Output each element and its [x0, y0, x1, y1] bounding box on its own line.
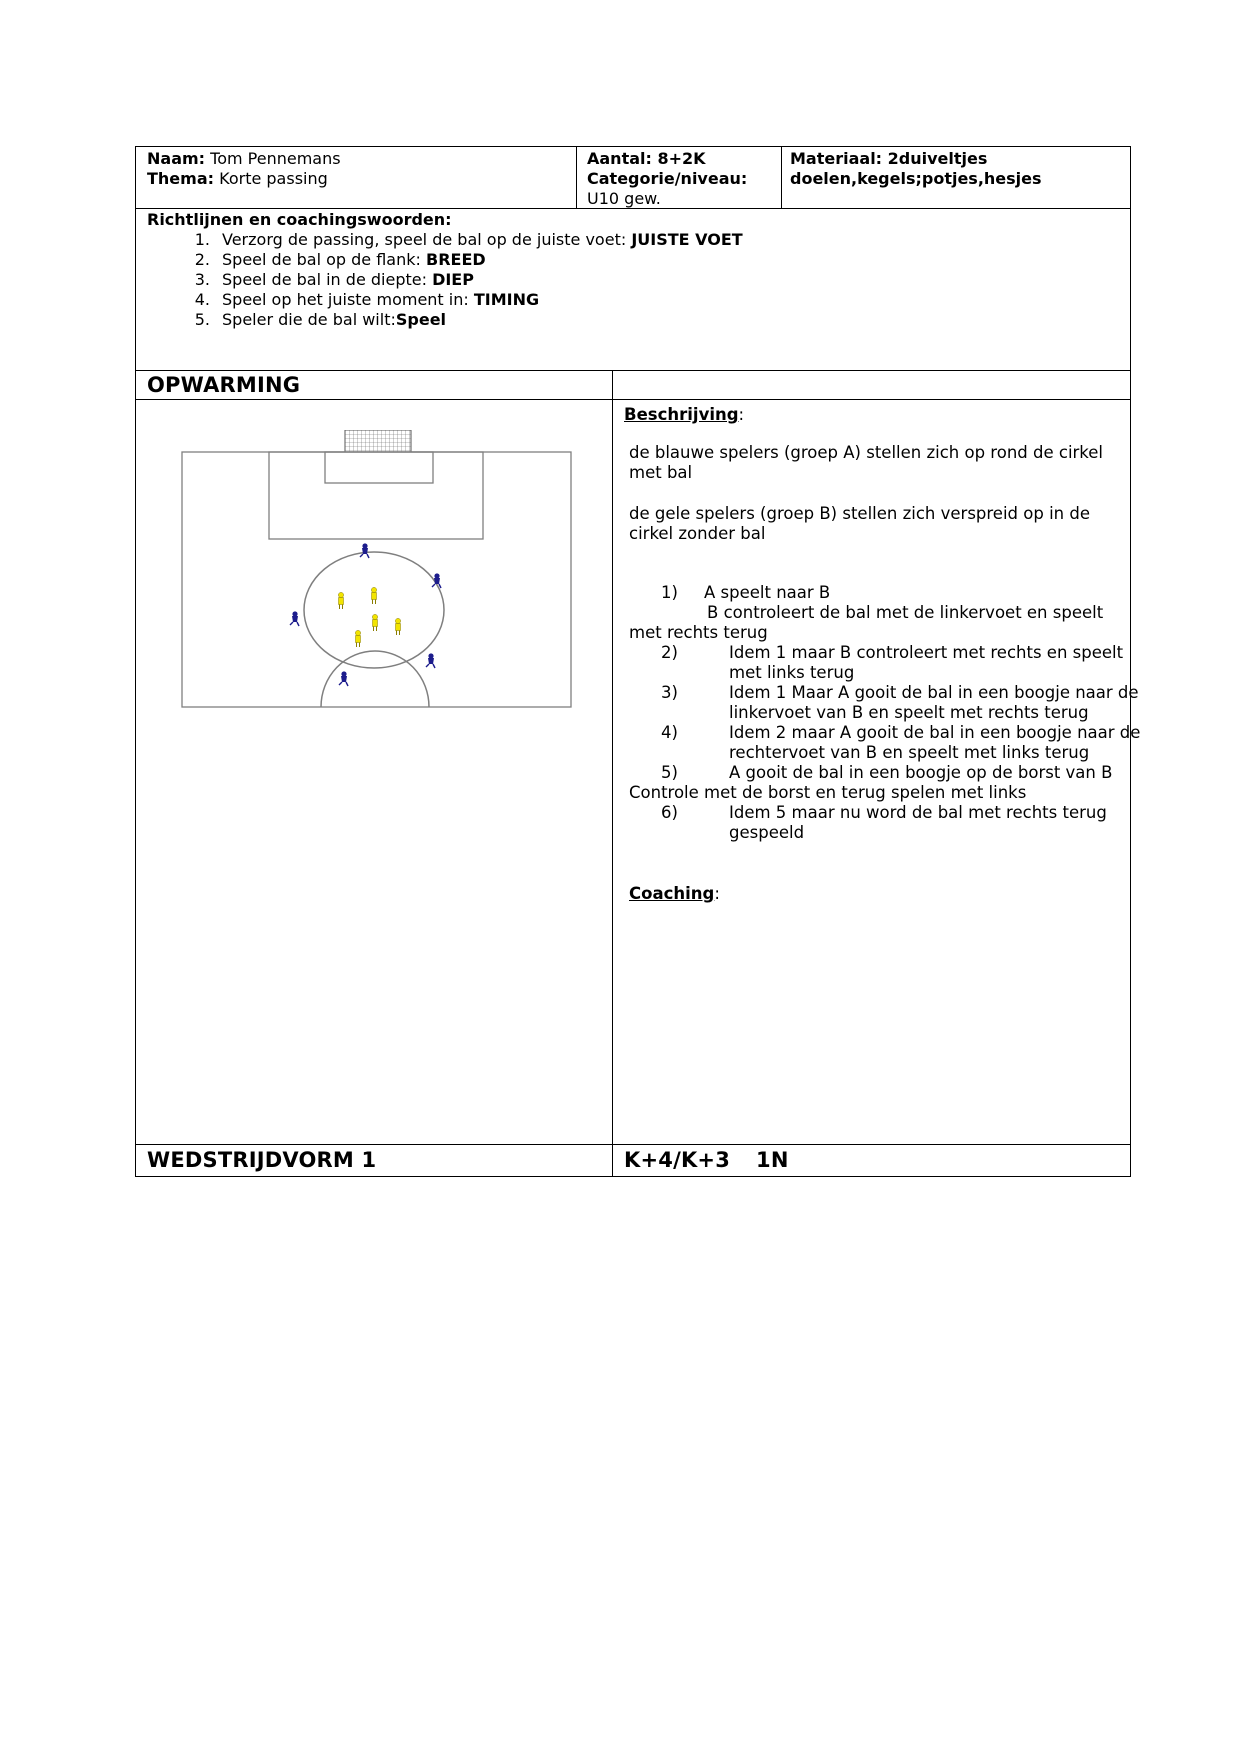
step-text: Idem 5 maar nu word de bal met rechts terug: [729, 803, 1107, 822]
divider: [136, 370, 1130, 371]
description-panel: [613, 400, 1141, 1144]
aantal-label: Aantal: 8+2K: [587, 149, 706, 168]
step-text: Idem 1 maar B controleert met rechts en speelt: [729, 643, 1124, 662]
categorie-label: Categorie/niveau:: [587, 169, 748, 188]
list-item: [180, 250, 486, 270]
step-text: A gooit de bal in een boogje op de borst van B: [729, 763, 1113, 782]
beschrijving-heading: Beschrijving:: [624, 405, 745, 424]
opwarming-title: OPWARMING: [147, 373, 301, 397]
item-keyword: BREED: [426, 250, 486, 269]
item-text: Speel de bal in de diepte:: [222, 270, 433, 289]
item-number: 3.: [194, 270, 210, 289]
pitch-outline: [182, 452, 571, 707]
step-text: gespeeld: [729, 823, 805, 842]
intro-line: met bal: [629, 463, 693, 482]
item-text: Speel de bal op de flank:: [222, 250, 426, 269]
step-item: [661, 583, 831, 603]
item-text: Speler die de bal wilt:: [222, 310, 396, 329]
intro-line: de blauwe spelers (groep A) stellen zich op rond de cirkel: [629, 443, 1104, 462]
coaching-heading: Coaching:: [629, 884, 720, 903]
format-text: K+4/K+3: [624, 1148, 731, 1172]
item-text: Verzorg de passing, speel de bal op de juiste voet:: [222, 230, 632, 249]
item-number: 2.: [194, 250, 210, 269]
naam-thema-cell: [147, 149, 341, 189]
wedstrijdvorm-title: WEDSTRIJDVORM 1: [147, 1148, 377, 1172]
wedstrijdvorm-format: [624, 1148, 789, 1172]
materiaal-cell: [790, 149, 1042, 189]
item-number: 4.: [194, 290, 210, 309]
step-item: B controleert de bal met de linkervoet en speelt: [707, 603, 1104, 622]
divider: [136, 1144, 1130, 1145]
step-text: met links terug: [729, 663, 855, 682]
step-item: Controle met de borst en terug spelen met links: [629, 783, 1027, 802]
item-keyword: DIEP: [432, 270, 474, 289]
step-number: 3): [661, 683, 678, 702]
step-text: Idem 2 maar A gooit de bal in een boogje naar de: [729, 723, 1141, 742]
step-text: A speelt naar B: [704, 583, 831, 602]
step-number: 4): [661, 723, 678, 742]
step-text: rechtervoet van B en speelt met links terug: [729, 743, 1090, 762]
step-number: 5): [661, 763, 678, 782]
item-text: Speel op het juiste moment in:: [222, 290, 474, 309]
materiaal-line1: Materiaal: 2duiveltjes: [790, 149, 988, 168]
list-item: [180, 230, 743, 250]
step-text: Idem 1 Maar A gooit de bal in een boogje naar de: [729, 683, 1139, 702]
list-item: [180, 270, 474, 290]
categorie-value: U10 gew.: [587, 189, 661, 208]
goal-net: [345, 430, 411, 452]
list-item: [180, 310, 446, 330]
divider: [576, 147, 577, 209]
step-text: linkervoet van B en speelt met rechts terug: [729, 703, 1089, 722]
naam-label: Naam:: [147, 149, 206, 168]
beschrijving-label: Beschrijving: [624, 405, 739, 424]
coaching-label: Coaching: [629, 884, 715, 903]
level-text: 1N: [756, 1148, 789, 1172]
step-number: 1): [661, 583, 678, 602]
thema-value: Korte passing: [219, 169, 328, 188]
naam-value: Tom Pennemans: [210, 149, 341, 168]
intro-line: cirkel zonder bal: [629, 524, 766, 543]
materiaal-line2: doelen,kegels;potjes,hesjes: [790, 169, 1042, 188]
pitch-diagram: [181, 430, 581, 710]
aantal-cell: [587, 149, 747, 209]
richtlijnen-title-text: Richtlijnen en coachingswoorden:: [147, 210, 452, 229]
step-number: 6): [661, 803, 678, 822]
item-keyword: TIMING: [473, 290, 540, 309]
item-keyword: JUISTE VOET: [631, 230, 743, 249]
step-item: met rechts terug: [629, 623, 768, 642]
list-item: [180, 290, 539, 310]
session-sheet: [135, 146, 1141, 1177]
thema-label: Thema:: [147, 169, 215, 188]
intro-line: de gele spelers (groep B) stellen zich verspreid op in de: [629, 504, 1090, 523]
divider: [781, 147, 782, 209]
item-number: 1.: [194, 230, 210, 249]
richtlijnen-title: [147, 210, 452, 230]
step-number: 2): [661, 643, 678, 662]
item-number: 5.: [194, 310, 210, 329]
item-keyword: Speel: [395, 310, 447, 329]
